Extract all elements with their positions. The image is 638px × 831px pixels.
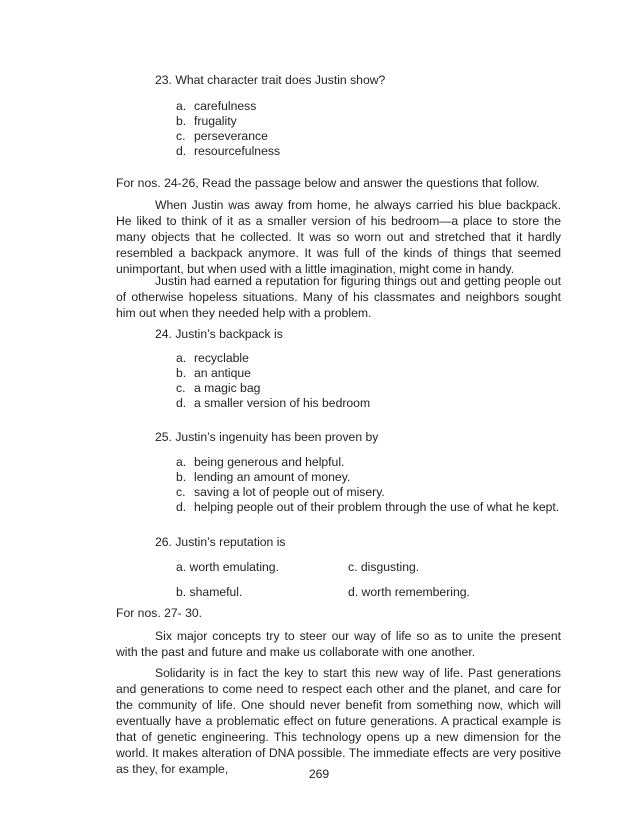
option-letter: c. [176, 485, 186, 499]
q26-option-c: c. disgusting. [348, 560, 420, 574]
question-24: 24. Justin’s backpack is [155, 327, 283, 341]
option-text: being generous and helpful. [194, 455, 345, 469]
option-text: recyclable [194, 351, 249, 365]
passage-1-paragraph-1: When Justin was away from home, he always carried his blue backpack. He liked to think of it as a smaller version of his bedroom—a place to store the many objects that he collected. It was so worn out and stretched that it hardly resembled a backpack anymore. It was full of the kinds of things that seemed unimportant, but when used with a little imagination, might come in handy. [116, 198, 561, 276]
option-text: a smaller version of his bedroom [194, 396, 371, 410]
option-text: carefulness [194, 99, 257, 113]
q24-option-a [176, 350, 249, 366]
passage-2-paragraph-2: Solidarity is in fact the key to start this new way of life. Past generations and generations to come need to respect each other and the planet, and care for the community of life. One should never benefit from something now, which will eventually have a problematic effect on future generations. A practical example is that of genetic engineering. This technology opens up a new dimension for the world. It makes alteration of DNA possible. The immediate effects are very positive as they, for example, [116, 666, 561, 776]
option-letter: d. [176, 144, 187, 158]
question-23: 23. What character trait does Justin show? [155, 73, 386, 87]
option-letter: a. [176, 351, 187, 365]
option-letter: b. [176, 366, 187, 380]
passage-1-paragraph-2: Justin had earned a reputation for figuring things out and getting people out of otherwise hopeless situations. Many of his classmates and neighbors sought him out when they needed help with a problem. [116, 274, 561, 320]
q26-option-b: b. shameful. [176, 585, 243, 599]
option-text: resourcefulness [194, 144, 281, 158]
option-letter: d. [176, 500, 187, 514]
q26-option-d: d. worth remembering. [348, 585, 470, 599]
option-letter: a. [176, 99, 187, 113]
q26-option-a: a. worth emulating. [176, 560, 279, 574]
instruction-27-30: For nos. 27- 30. [116, 606, 203, 620]
option-text: perseverance [194, 129, 268, 143]
option-text: frugality [194, 114, 237, 128]
question-25: 25. Justin’s ingenuity has been proven by [155, 430, 379, 444]
option-letter: b. [176, 470, 187, 484]
q23-option-c [176, 128, 268, 144]
option-letter: a. [176, 455, 187, 469]
q24-option-b [176, 365, 251, 381]
passage-2-paragraph-1: Six major concepts try to steer our way of life so as to unite the present with the past and future and make us collaborate with one another. [116, 629, 561, 659]
q25-option-a [176, 454, 344, 470]
option-text: a magic bag [194, 381, 261, 395]
option-text: an antique [194, 366, 251, 380]
option-letter: d. [176, 396, 187, 410]
instruction-24-26: For nos. 24-26, Read the passage below and answer the questions that follow. [116, 176, 540, 190]
page-number: 269 [308, 767, 330, 781]
option-letter: b. [176, 114, 187, 128]
option-text: saving a lot of people out of misery. [194, 485, 385, 499]
q23-option-a [176, 98, 256, 114]
q25-option-c [176, 484, 385, 500]
q23-option-b [176, 113, 237, 129]
q24-option-d [176, 395, 370, 411]
question-26: 26. Justin’s reputation is [155, 535, 286, 549]
q25-option-b [176, 469, 350, 485]
option-text: helping people out of their problem through the use of what he kept. [194, 500, 560, 514]
q23-option-d [176, 143, 280, 159]
q25-option-d [176, 499, 559, 515]
option-letter: c. [176, 129, 186, 143]
option-letter: c. [176, 381, 186, 395]
option-text: lending an amount of money. [194, 470, 351, 484]
q24-option-c [176, 380, 260, 396]
